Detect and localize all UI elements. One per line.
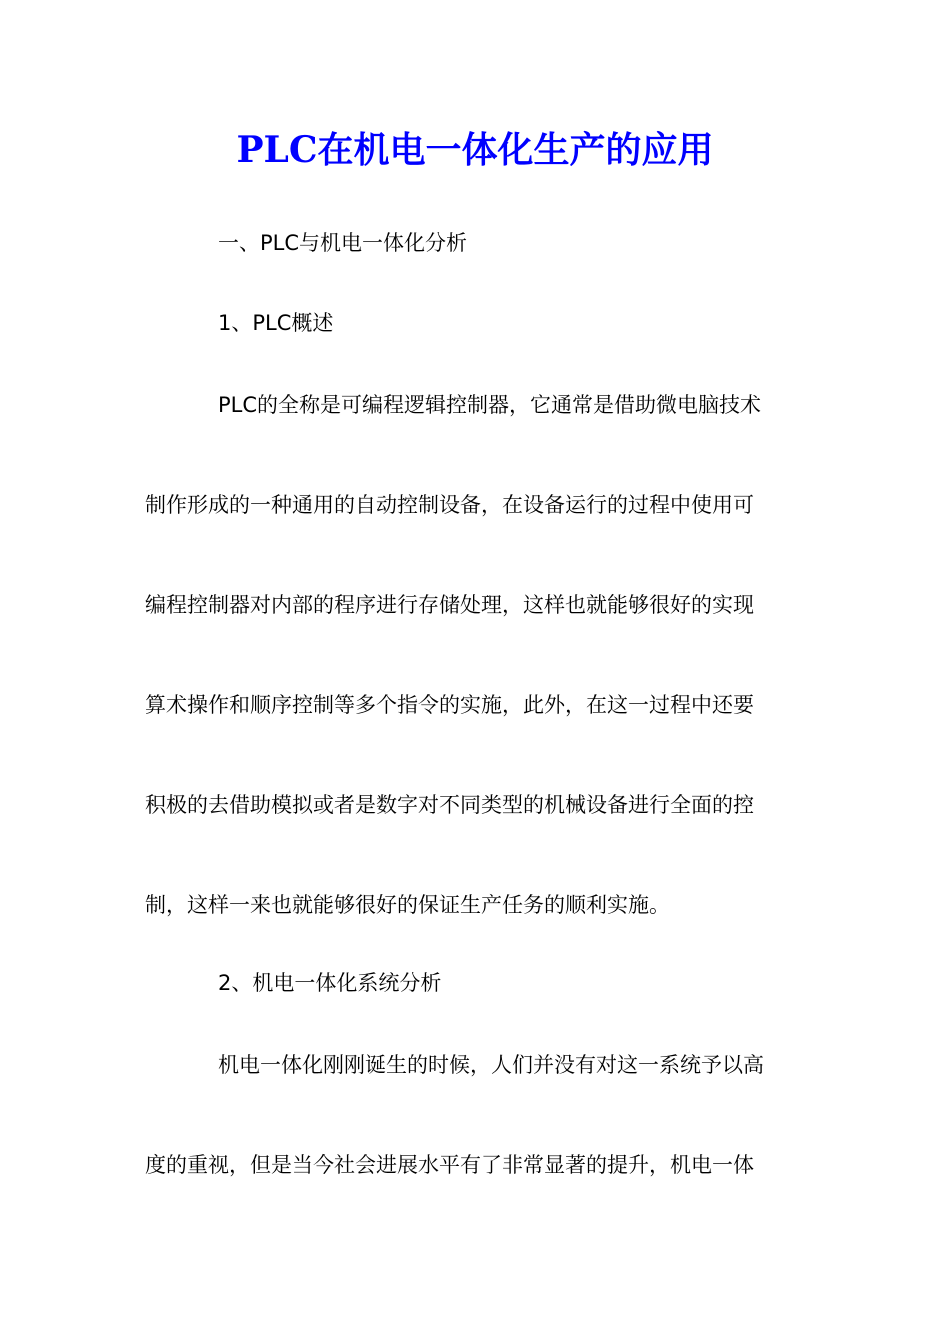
- paragraph-line: 度的重视，但是当今社会进展水平有了非常显著的提升，机电一体: [145, 1153, 754, 1177]
- paragraph-plc-overview: [145, 390, 807, 990]
- subsection-heading-plc-overview: 1、PLC概述: [218, 311, 334, 335]
- section-heading-1: 一、PLC与机电一体化分析: [218, 231, 468, 255]
- paragraph-line: 制，这样一来也就能够很好的保证生产任务的顺利实施。: [145, 893, 670, 917]
- paragraph-line: 编程控制器对内部的程序进行存储处理，这样也就能够很好的实现: [145, 593, 754, 617]
- paragraph-mechatronics-analysis: [145, 1050, 807, 1250]
- document-title: PLC在机电一体化生产的应用: [236, 129, 714, 171]
- paragraph-line: 制作形成的一种通用的自动控制设备，在设备运行的过程中使用可: [145, 493, 754, 517]
- subsection-heading-mechatronics-analysis: 2、机电一体化系统分析: [218, 971, 442, 995]
- paragraph-line: 机电一体化刚刚诞生的时候，人们并没有对这一系统予以高: [218, 1053, 764, 1077]
- paragraph-line: 算术操作和顺序控制等多个指令的实施，此外，在这一过程中还要: [145, 693, 754, 717]
- paragraph-line: 积极的去借助模拟或者是数字对不同类型的机械设备进行全面的控: [145, 793, 754, 817]
- paragraph-line: PLC的全称是可编程逻辑控制器，它通常是借助微电脑技术: [218, 393, 762, 417]
